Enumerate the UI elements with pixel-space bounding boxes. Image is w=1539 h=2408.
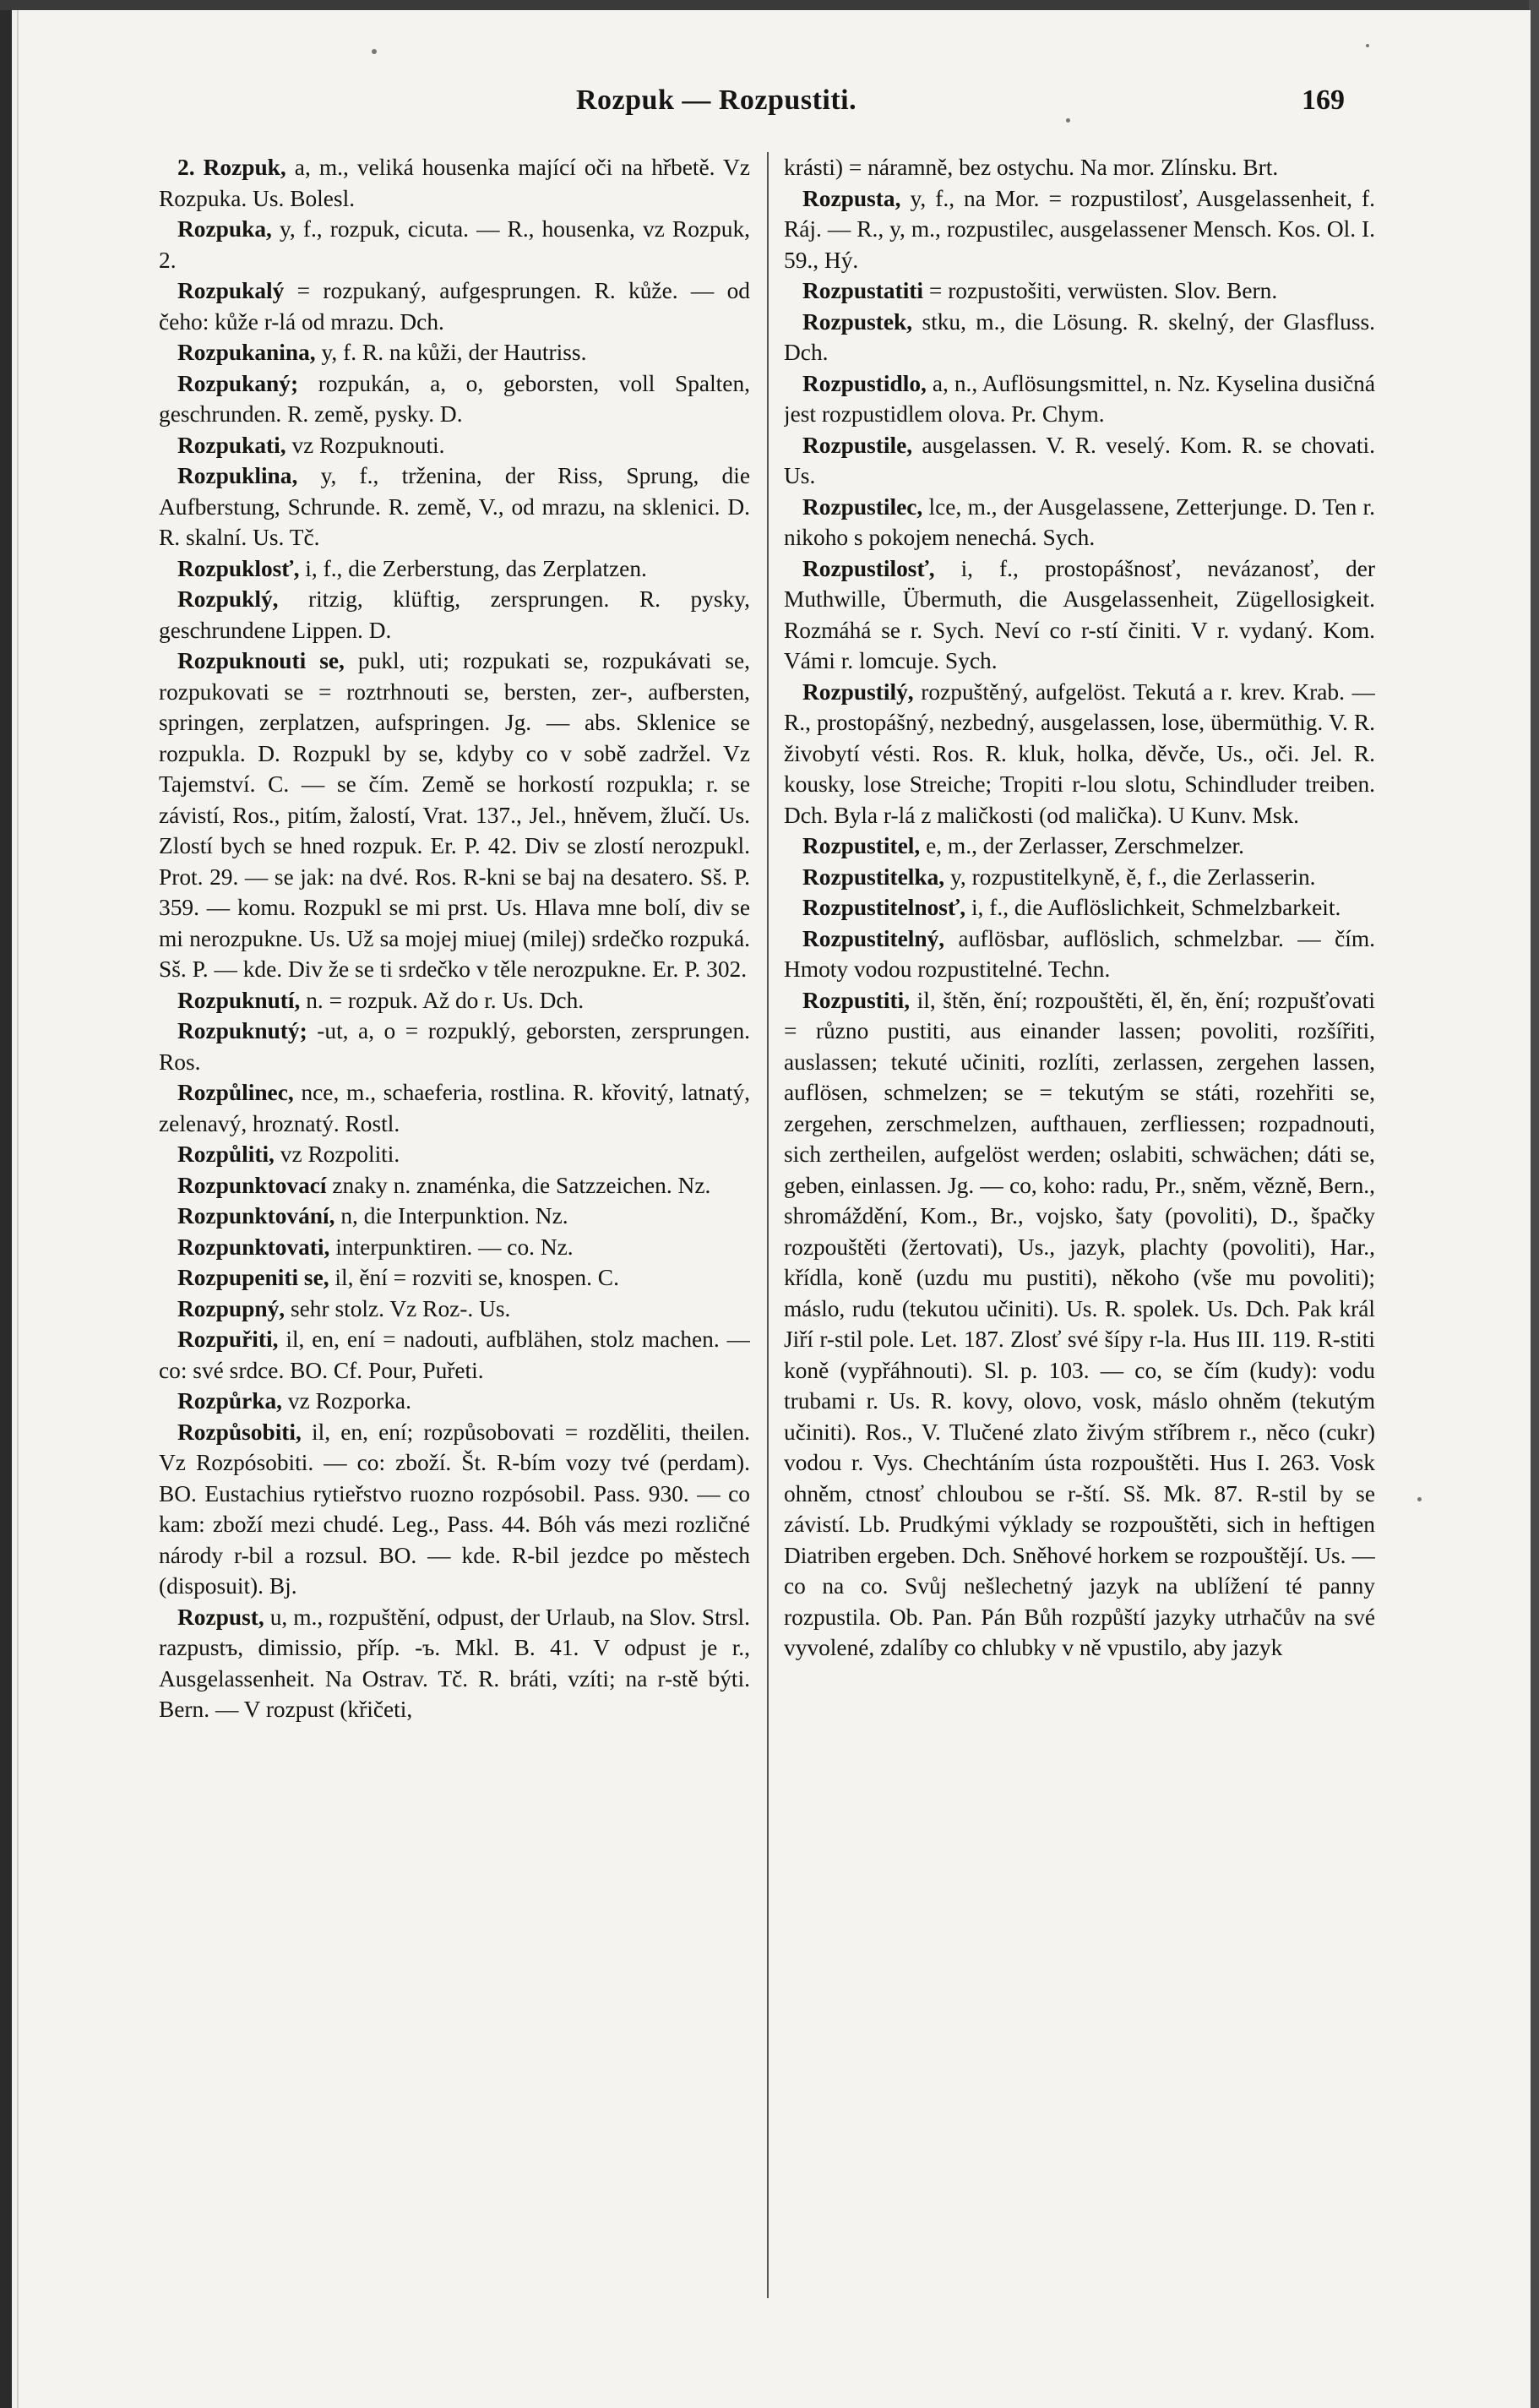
dictionary-page [17,10,1531,2408]
entry-definition: i, f., die Zerberstung, das Zerplatzen. [299,555,647,581]
scan-speck [1417,1497,1422,1501]
entry-definition: interpunktiren. — co. Nz. [329,1234,574,1260]
entry-headword: Rozpuknutí, [177,987,301,1013]
entry-definition: krásti) = náramně, bez ostychu. Na mor. Zlínsku. Brt. [784,155,1279,180]
entry-headword: Rozpunktovati, [177,1234,330,1260]
entry-definition: n, die Interpunktion. Nz. [334,1203,568,1229]
dictionary-entry [784,492,1375,553]
dictionary-entry [159,1602,750,1725]
dictionary-entry [159,1077,750,1139]
dictionary-entry [159,460,750,553]
dictionary-entry [784,831,1375,862]
entry-headword: Rozpuknouti se, [177,648,345,673]
dictionary-entry [159,646,750,985]
dictionary-entry [784,307,1375,368]
dictionary-entry [159,1294,750,1325]
dictionary-entry [784,862,1375,893]
running-head: Rozpuk — Rozpustiti. [576,84,857,116]
dictionary-entry [784,892,1375,923]
entry-headword: Rozpunktovací [177,1172,327,1198]
dictionary-entry [159,584,750,646]
entry-headword: Rozpustitel, [802,833,921,858]
entry-definition: rozpukán, a, o, geborsten, voll Spalten, geschrunden. R. země, pysky. D. [159,370,750,427]
entry-definition: il, en, ení = nadouti, aufblähen, stolz machen. — co: své srdce. BO. Cf. Pour, Puřeti. [159,1327,750,1383]
entry-definition: lce, m., der Ausgelassene, Zetterjunge. D. Ten r. nikoho s pokojem nenechá. Sych. [784,493,1375,550]
entry-definition: vz Rozpoliti. [274,1141,400,1167]
scan-edge-top [0,0,1539,10]
scan-edge-left [0,0,12,2408]
entry-definition: y, f., rozpuk, cicuta. — R., housenka, vz Rozpuk, 2. [159,216,750,273]
dictionary-entry [159,1170,750,1201]
column-divider [767,152,769,2298]
entry-definition: -ut, a, o = rozpuklý, geborsten, zersprungen. Ros. [159,1018,750,1075]
page-number: 169 [1302,84,1345,116]
entry-headword: Rozpukati, [177,432,286,458]
entry-headword: Rozpustitelný, [802,925,945,951]
entry-definition: ausgelassen. V. R. veselý. Kom. R. se chovati. Us. [784,432,1375,488]
entry-definition: i, f., prostopášnosť, nevázanosť, der Muthwille, Übermuth, die Ausgelassenheit, Zügellosigkeit. Rozmáhá se r. Sych. Neví co r-stí činiti. V r. vydaný. Kom. Vámi r. lomcuje. Sych. [784,555,1375,673]
dictionary-entry [159,1386,750,1417]
entry-definition: = rozpustošiti, verwüsten. Slov. Bern. [923,278,1278,303]
entry-definition: il, en, ení; rozpůsobovati = rozděliti, theilen. Vz Rozpósobiti. — co: zboží. Št. R-bím vozy tvé (perdam). BO. Eustachius rytieřstvo ruozno rozpósobil. Pass. 930. — co kam: zboží mezi chudé. Leg., Pass. 44. Bóh vás mezi rozličné národy r-bil a rozsul. BO. — kde. R-bil jezdce po městech (disposuit). Bj. [159,1419,750,1599]
dictionary-entry [159,553,750,585]
entry-headword: Rozpuka, [177,216,272,242]
entry-headword: Rozpustitelnosť, [802,895,966,920]
entry-headword: Rozpůrka, [177,1388,283,1414]
dictionary-entry [159,1201,750,1232]
entry-headword: Rozpůliti, [177,1141,275,1167]
scan-speck [372,49,377,54]
dictionary-entry [159,1324,750,1386]
entry-definition: n. = rozpuk. Až do r. Us. Dch. [300,987,585,1013]
dictionary-entry [784,985,1375,1664]
entry-definition: a, n., Auflösungsmittel, n. Nz. Kyselina dusičná jest rozpustidlem olova. Pr. Chym. [784,370,1375,427]
page-header [145,78,1362,128]
entry-definition: il, štěn, ění; rozpouštěti, ěl, ěn, ění; rozpušťovati = různo pustiti, aus einander lassen; povoliti, rozšířiti, auslassen; tekuté učiniti, rozlíti, zerlassen, zergehen lassen, auflösen, schmelzen; se = tekutým se státi, rozehřiti se, zergehen, zerschmelzen, aufthauen, zerfliessen; rozpadnouti, sich zertheilen, aufgelöst werden; oslabiti, schwächen; dáti se, geben, einlassen. Jg. — co, koho: radu, Pr., sněm, vězně, Bern., shromáždění, Kom., Br., vojsko, šaty (povoliti), D., špačky rozpouštěti (žertovati), Us., jazyk, plachty (povoliti), Har., křídla, koně (uzdu mu pustiti), někoho (vše mu povoliti); máslo, rudu (tekutou učiniti). Us. R. spolek. Us. Dch. Pak král Jiří r-stil pole. Let. 187. Zlosť své šípy r-la. Hus III. 119. R-stiti koně (vypřáhnouti). Sl. p. 103. — co, se čím (kudy): vodu trubami r. Us. R. kovy, olovo, vosk, máslo ohněm (tekutým učiniti). Ros., V. Tlučené zlato živým stříbrem r., něco (cukr) vodou r. Vys. Chechtáním ústa rozpouštěti. Hus I. 263. Vosk ohněm, ctnosť chloubou se r-ští. Sš. Mk. 87. R-stil by se závistí. Lb. Prudkými výklady se rozpouštěti, sich in heftigen Diatriben ergeben. Dch. Sněhové horkem se rozpouštějí. Us. — co na co. Svůj nešlechetný jazyk na ublížení té panny rozpustila. Ob. Pan. Pán Bůh rozpůští jazyky utrhačův na své vyvolené, zdalíby co chlubky v ně vpustilo, aby jazyk [784,987,1375,1660]
entry-definition: u, m., rozpuštění, odpust, der Urlaub, na Slov. Strsl. razpustъ, dimissio, příp. -ъ. Mkl. B. 41. V odpust je r., Ausgelassenheit. Na Ostrav. Tč. R. bráti, vzíti; na r-stě býti. Bern. — V rozpust (křičeti, [159,1604,750,1722]
entry-definition: auflösbar, auflöslich, schmelzbar. — čím. Hmoty vodou rozpustitelné. Techn. [784,925,1375,982]
scan-speck [1066,118,1070,123]
entry-definition: sehr stolz. Vz Roz-. Us. [285,1295,511,1321]
dictionary-entry [784,553,1375,677]
entry-headword: Rozpůsobiti, [177,1419,302,1445]
dictionary-entry [784,275,1375,307]
entry-headword: Rozpuklosť, [177,555,300,581]
entry-definition: y, f., na Mor. = rozpustilosť, Ausgelassenheit, f. Ráj. — R., y, m., rozpustilec, ausgelassener Mensch. Kos. Ol. I. 59., Hý. [784,185,1375,273]
dictionary-entry [784,923,1375,985]
dictionary-entry [784,430,1375,492]
entry-headword: Rozpuřiti, [177,1327,279,1352]
entry-definition: = rozpukaný, aufgesprungen. R. kůže. — od čeho: kůže r-lá od mrazu. Dch. [159,278,750,335]
entry-definition: i, f., die Auflöslichkeit, Schmelzbarkeit. [965,895,1341,920]
entry-definition: e, m., der Zerlasser, Zerschmelzer. [920,833,1244,858]
entry-definition: znaky n. znaménka, die Satzzeichen. Nz. [326,1172,711,1198]
dictionary-entry [784,368,1375,430]
dictionary-entry [784,677,1375,831]
entry-definition: vz Rozporka. [282,1388,411,1414]
dictionary-entry [159,985,750,1016]
entry-headword: Rozpukaný; [177,370,299,396]
entry-definition: y, f. R. na kůži, der Hautriss. [315,340,587,365]
entry-headword: Rozpustilosť, [802,555,935,581]
entry-definition: y, f., trženina, der Riss, Sprung, die Aufberstung, Schrunde. R. země, V., od mrazu, na sklenici. D. R. skalní. Us. Tč. [159,463,750,550]
entry-headword: Rozpustatiti [802,278,924,303]
dictionary-entry [159,275,750,337]
entry-headword: Rozpuklina, [177,463,298,488]
entry-headword: Rozpůlinec, [177,1080,294,1105]
entry-definition: a, m., veliká housenka mající oči na hřbetě. Vz Rozpuka. Us. Bolesl. [159,155,750,211]
entry-headword: Rozpustek, [802,308,913,335]
entry-headword: Rozpustiti, [802,987,911,1013]
dictionary-entry [784,183,1375,276]
entry-headword: Rozpuknutý; [177,1018,307,1043]
dictionary-entry [159,1262,750,1294]
entry-headword: Rozpusta, [802,185,901,211]
dictionary-entry [159,430,750,461]
dictionary-entry [159,152,750,214]
entry-definition: il, ění = rozviti se, knospen. C. [329,1265,619,1290]
text-columns [159,152,1375,2298]
entry-definition: vz Rozpuknouti. [286,432,445,458]
entry-headword: Rozpukalý [177,278,285,303]
entry-headword: Rozpustilý, [802,678,914,705]
entry-headword: 2. Rozpuk, [177,155,286,180]
entry-definition: y, rozpustitelkyně, ě, f., die Zerlasserin. [944,864,1316,890]
entry-definition: ritzig, klüftig, zersprungen. R. pysky, geschrundene Lippen. D. [159,586,750,643]
entry-headword: Rozpupný, [177,1295,286,1321]
entry-headword: Rozpunktování, [177,1203,335,1229]
dictionary-entry [159,214,750,275]
dictionary-entry [159,1417,750,1602]
dictionary-entry [159,1232,750,1263]
entry-headword: Rozpuklý, [177,586,279,612]
entry-headword: Rozpustile, [802,432,913,458]
right-column [784,152,1375,2298]
dictionary-entry [159,1016,750,1077]
entry-definition: stku, m., die Lösung. R. skelný, der Glasfluss. Dch. [784,308,1375,365]
scan-speck [1366,44,1369,47]
entry-headword: Rozpustilec, [802,493,923,520]
entry-headword: Rozpustidlo, [802,370,927,396]
entry-headword: Rozpupeniti se, [177,1265,329,1290]
dictionary-entry [784,152,1375,183]
entry-definition: rozpuštěný, aufgelöst. Tekutá a r. krev. Krab. — R., prostopášný, nezbedný, ausgelassen, lose, übermüthig. V. R. živobytí vésti. Ros. R. kluk, holka, děvče, Us., oči. Jel. R. kousky, lose Streiche; Tropiti r-lou slotu, Schindluder treiben. Dch. Byla r-lá z maličkosti (od malička). U Kunv. Msk. [784,678,1375,828]
entry-headword: Rozpukanina, [177,340,316,365]
entry-definition: pukl, uti; rozpukati se, rozpukávati se, rozpukovati se = roztrhnouti se, bersten, zer-, aufbersten, springen, zerplatzen, aufspringen. Jg. — abs. Sklenice se rozpukla. D. Rozpukl by se, kdyby co v sobě zadržel. Vz Tajemství. C. — se čím. Země se horkostí rozpukla; r. se závistí, Ros., pitím, žalostí, Vrat. 137., Jel., hněvem, žlučí. Us. Zlostí bych se hned rozpuk. Er. P. 42. Div se zlostí nerozpukl. Prot. 29. — se jak: na dvé. Ros. R-kni se baj na desatero. Sš. P. 359. — komu. Rozpukl se mi prst. Us. Hlava mne bolí, div se mi nerozpukne. Us. Už sa mojej miuej (milej) srdečko rozpuká. Sš. P. — kde. Div že se ti srdečko v těle nerozpukne. Er. P. 302. [159,648,750,982]
dictionary-entry [159,337,750,368]
entry-headword: Rozpust, [177,1604,264,1630]
entry-definition: nce, m., schaeferia, rostlina. R. křovitý, latnatý, zelenavý, hroznatý. Rostl. [159,1080,750,1136]
left-column [159,152,750,2298]
entry-headword: Rozpustitelka, [802,864,945,890]
dictionary-entry [159,368,750,430]
dictionary-entry [159,1139,750,1170]
